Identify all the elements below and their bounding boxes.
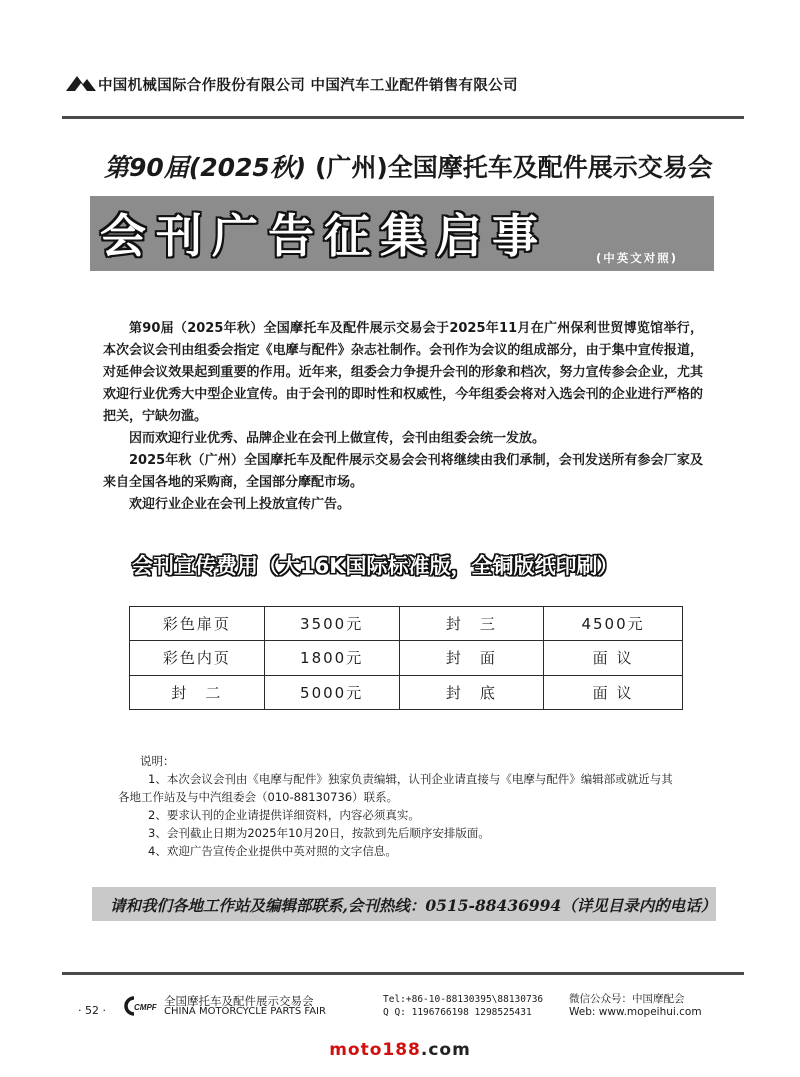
fee-table	[129, 606, 683, 710]
footer-qq: Q Q: 1196766198 1298525431	[383, 1007, 532, 1018]
watermark-tld: .com	[420, 1040, 471, 1060]
paragraph: 因而欢迎行业优秀、品牌企业在会刊上做宣传，会刊由组委会统一发放。	[129, 431, 546, 446]
table-row	[130, 641, 683, 675]
note-item: 3、会刊截止日期为2025年10月20日，按款到先后顺序安排版面。	[148, 826, 490, 840]
table-cell: 4500元	[544, 607, 683, 641]
notice-body	[103, 318, 703, 516]
cmpf-logo-text: CMPF	[134, 1003, 157, 1012]
table-cell: 面 议	[544, 675, 683, 709]
notes-section	[118, 752, 718, 860]
note-item: 2、要求认刊的企业请提供详细资料，内容必须真实。	[148, 808, 420, 822]
footer-tel: Tel:+86-10-88130395\88130736	[383, 994, 544, 1005]
page-number: · 52 ·	[78, 1004, 106, 1017]
fee-heading: 会刊宣传费用（大16K国际标准版，全铜版纸印刷）	[132, 554, 619, 578]
banner-title: 会刊广告征集启事	[100, 209, 548, 263]
note-item: 1、本次会议会刊由《电摩与配件》独家负责编辑，认刊企业请直接与《电摩与配件》编辑部或就近与其	[148, 772, 673, 786]
footer-wechat: 微信公众号：中国摩配会	[569, 993, 685, 1005]
fair-edition: 第90届(2025秋)	[104, 153, 307, 182]
header-rule	[62, 116, 744, 119]
hotline-text: 请和我们各地工作站及编辑部联系,会刊热线：0515-88436994（详见目录内的电话）	[110, 896, 717, 915]
table-cell: 3500元	[264, 607, 399, 641]
table-cell: 面 议	[544, 641, 683, 675]
table-cell: 封 二	[130, 675, 265, 709]
paragraph: 2025年秋（广州）全国摩托车及配件展示交易会会刊将继续由我们承制，会刊发送所有参会厂家及来自全国各地的采购商，全国部分摩配市场。	[103, 453, 703, 490]
banner-subtitle: (中英文对照)	[596, 251, 679, 265]
table-row	[130, 607, 683, 641]
watermark-domain: moto188	[329, 1040, 421, 1060]
table-cell: 封 三	[399, 607, 544, 641]
company-logo-icon	[66, 73, 96, 91]
footer-web: Web: www.mopeihui.com	[569, 1006, 702, 1018]
table-row	[130, 675, 683, 709]
footer-social	[569, 993, 702, 1019]
footer-fair-name-cn: 全国摩托车及配件展示交易会	[164, 994, 314, 1008]
notes-title: 说明：	[140, 754, 175, 768]
site-watermark	[0, 1040, 800, 1060]
organizer-names: 中国机械国际合作股份有限公司 中国汽车工业配件销售有限公司	[98, 78, 518, 94]
table-cell: 彩色内页	[130, 641, 265, 675]
note-item: 4、欢迎广告宣传企业提供中英对照的文字信息。	[148, 844, 397, 858]
table-cell: 封 面	[399, 641, 544, 675]
cmpf-logo-icon	[122, 995, 158, 1017]
paragraph: 欢迎行业企业在会刊上投放宣传广告。	[129, 497, 351, 512]
footer-fair-name-en: CHINA MOTORCYCLE PARTS FAIR	[164, 1006, 326, 1017]
table-cell: 彩色扉页	[130, 607, 265, 641]
table-cell: 5000元	[264, 675, 399, 709]
paragraph: 第90届（2025年秋）全国摩托车及配件展示交易会于2025年11月在广州保利世贸博览馆举行，本次会议会刊由组委会指定《电摩与配件》杂志社制作。会刊作为会议的组成部分，由于集中宣传报道，对延伸会议效果起到重要的作用。近年来，组委会力争提升会刊的形象和档次，努力宣传参会企业，尤其欢迎行业优秀大中型企业宣传。由于会刊的即时性和权威性，今年组委会将对入选会刊的企业进行严格的把关，宁缺勿滥。	[103, 321, 703, 424]
table-cell: 1800元	[264, 641, 399, 675]
table-cell: 封 底	[399, 675, 544, 709]
footer-rule	[62, 972, 744, 975]
note-item-continued: 各地工作站及与中汽组委会（010-88130736）联系。	[118, 790, 399, 804]
fair-title	[104, 148, 713, 184]
fair-name: (广州)全国摩托车及配件展示交易会	[306, 153, 713, 182]
footer-contact	[383, 993, 543, 1019]
